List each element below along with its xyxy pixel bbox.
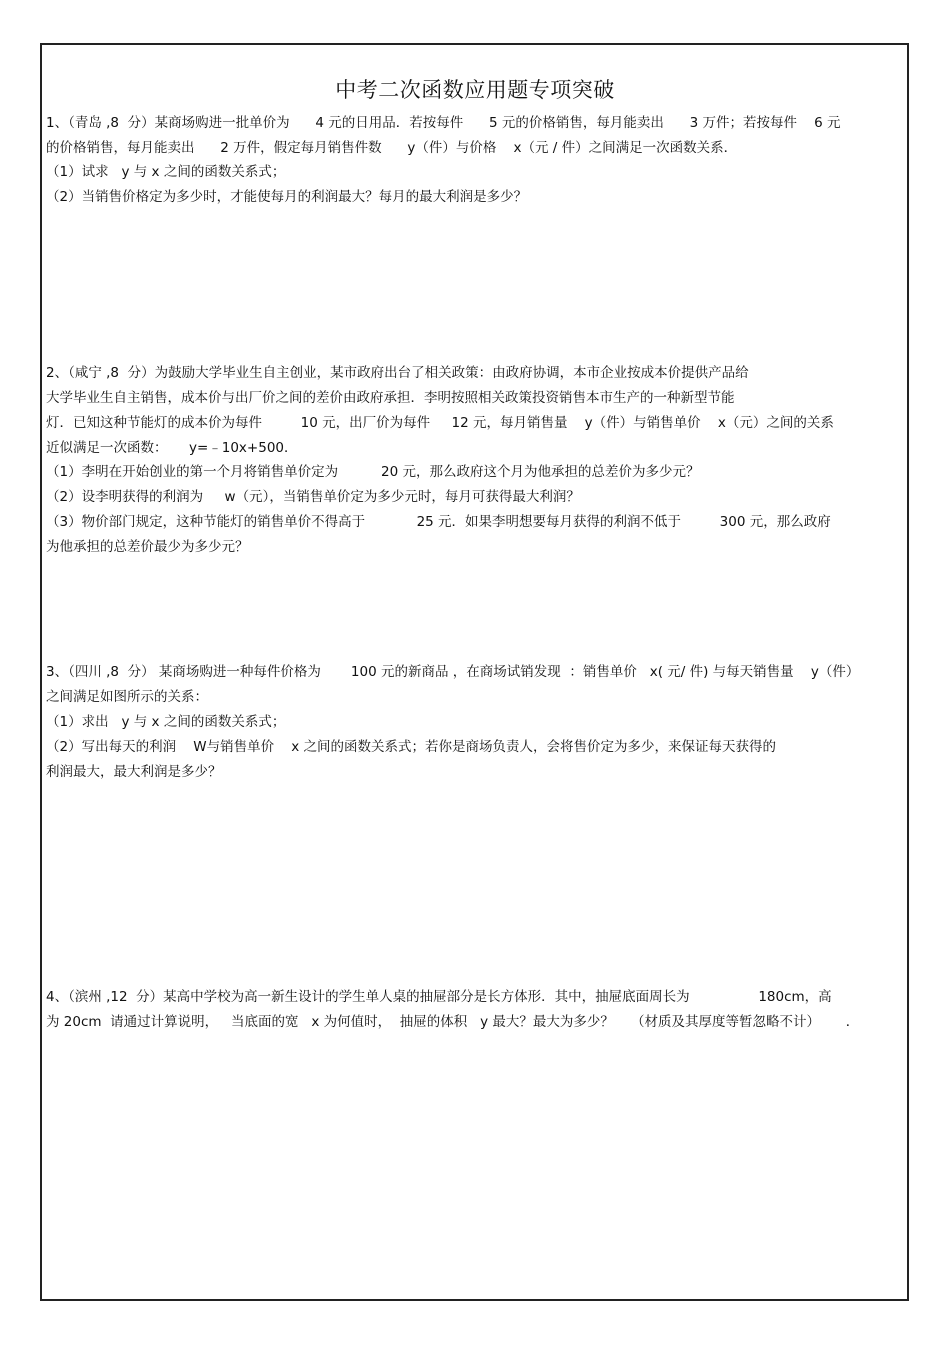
q2-line-3: 灯．已知这种节能灯的成本价为每件 10 元，出厂价为每件 12 元，每月销售量 y（件）与销售单价 x（元）之间的关系 [46,415,834,431]
q2-line-4: 近似满足一次函数： y=﹣10x+500． [46,440,298,456]
page-title: 中考二次函数应用题专项突破 [335,78,615,102]
q2-line-1: 2、（咸宁 ,8 分）为鼓励大学毕业生自主创业，某市政府出台了相关政策：由政府协调，本市企业按成本价提供产品给 [46,365,749,381]
q3-line-3: （1）求出 y 与 x 之间的函数关系式； [46,714,286,730]
q2-line-8: 为他承担的总差价最少为多少元？ [46,539,249,555]
q4-line-2: 为 20cm 请通过计算说明， 当底面的宽 x 为何值时， 抽屉的体积 y 最大？最大为多少？ （材质及其厚度等暂忽略不计） ． [46,1014,860,1030]
q4-line-1: 4、（滨州 ,12 分）某高中学校为高一新生设计的学生单人桌的抽屉部分是长方体形．其中，抽屉底面周长为 180cm，高 [46,989,832,1005]
q1-line-4: （2）当销售价格定为多少时，才能使每月的利润最大？每月的最大利润是多少？ [46,189,528,205]
q3-line-2: 之间满足如图所示的关系： [46,689,208,705]
q3-line-5: 利润最大，最大利润是多少？ [46,764,222,780]
q2-line-5: （1）李明在开始创业的第一个月将销售单价定为 20 元，那么政府这个月为他承担的总差价为多少元？ [46,464,700,480]
q1-line-2: 的价格销售，每月能卖出 2 万件，假定每月销售件数 y（件）与价格 x（元 / 件）之间满足一次函数关系． [46,140,738,156]
q3-line-4: （2）写出每天的利润 W与销售单价 x 之间的函数关系式；若你是商场负责人，会将售价定为多少，来保证每天获得的 [46,739,777,755]
q3-line-1: 3、（四川 ,8 分） 某商场购进一种每件价格为 100 元的新商品 ，在商场试销发现 ：销售单价 x( 元/ 件) 与每天销售量 y（件） [46,664,860,680]
q2-line-7: （3）物价部门规定，这种节能灯的销售单价不得高于 25 元．如果李明想要每月获得的利润不低于 300 元，那么政府 [46,514,831,530]
q2-line-2: 大学毕业生自主销售，成本价与出厂价之间的差价由政府承担．李明按照相关政策投资销售本市生产的一种新型节能 [46,390,735,406]
q1-line-1: 1、（青岛 ,8 分）某商场购进一批单价为 4 元的日用品．若按每件 5 元的价格销售，每月能卖出 3 万件；若按每件 6 元 [46,115,841,131]
q1-line-3: （1）试求 y 与 x 之间的函数关系式； [46,164,286,180]
q2-line-6: （2）设李明获得的利润为 w（元），当销售单价定为多少元时，每月可获得最大利润？ [46,489,580,505]
